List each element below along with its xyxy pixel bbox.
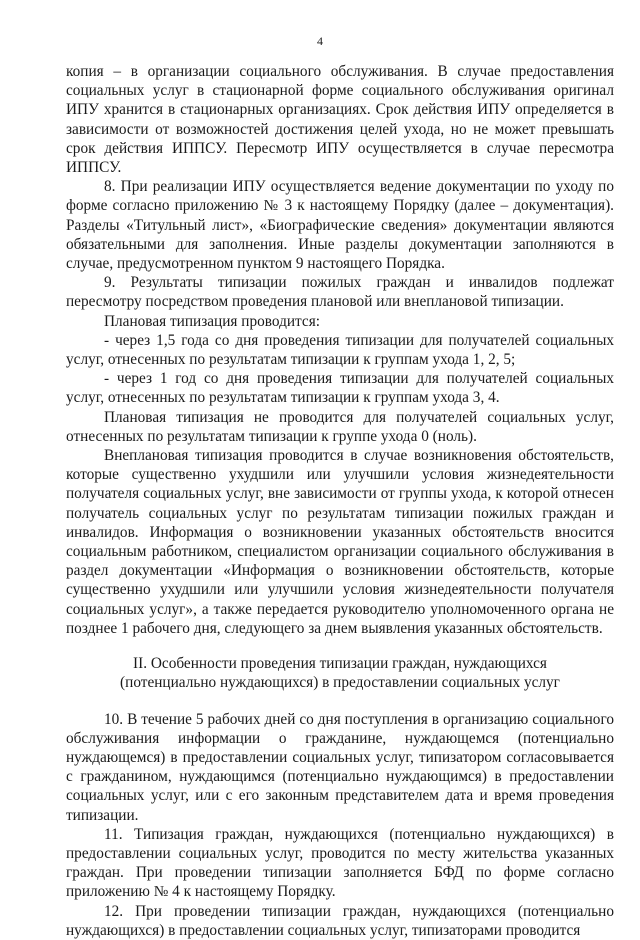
paragraph-9: 9. Результаты типизации пожилых граждан и инвалидов подлежат пересмотру посредством проведения плановой или внеплановой типизации.	[66, 274, 614, 311]
paragraph-planned-item-2: - через 1 год со дня проведения типизации для получателей социальных услуг, отнесенных по результатам типизации к группам ухода 3, 4.	[66, 370, 614, 407]
document-body	[66, 62, 614, 940]
section-heading-line-1: II. Особенности проведения типизации граждан, нуждающихся	[133, 655, 547, 673]
paragraph-10: 10. В течение 5 рабочих дней со дня поступления в организацию социального обслуживания информации о гражданине, нуждающемся (потенциально нуждающемся) в предоставлении социальных услуг, типизатором согласовывается с гражданином, нуждающимся (потенциально нуждающимся) в предоставлении социальных услуг, или с его законным представителем дата и время проведения типизации.	[66, 710, 614, 824]
paragraph-unplanned: Внеплановая типизация проводится в случае возникновения обстоятельств, которые существенно ухудшили или улучшили условия жизнедеятельности получателя социальных услуг, вне зависимости от группы ухода, к которой отнесен получатель социальных услуг по результатам типизации пожилых граждан и инвалидов. Информация о возникновении указанных обстоятельств вносится социальным работником, специалистом организации социального обслуживания в раздел документации «Информация о возникновении обстоятельств, которые существенно ухудшили или улучшили условия жизнедеятельности получателя социальных услуг», а также передается руководителю уполномоченного органа не позднее 1 рабочего дня, следующего за днем выявления указанных обстоятельств.	[66, 447, 614, 637]
paragraph-8: 8. При реализации ИПУ осуществляется ведение документации по уходу по форме согласно приложению № 3 к настоящему Порядку (далее – документация). Разделы «Титульный лист», «Биографические сведения» документации являются обязательными для заполнения. Иные разделы документации заполняются в случае, предусмотренном пунктом 9 настоящего Порядка.	[66, 178, 614, 273]
paragraph-12: 12. При проведении типизации граждан, нуждающихся (потенциально нуждающихся) в предоставлении социальных услуг, типизаторами проводится	[66, 902, 614, 939]
paragraph-planned-exception: Плановая типизация не проводится для получателей социальных услуг, отнесенных по результатам типизации к группе ухода 0 (ноль).	[66, 408, 614, 445]
section-heading-line-2: (потенциально нуждающихся) в предоставлении социальных услуг	[120, 674, 560, 692]
paragraph-planned-item-1: - через 1,5 года со дня проведения типизации для получателей социальных услуг, отнесенных по результатам типизации к группам ухода 1, 2, 5;	[66, 331, 614, 369]
paragraph-planned-intro: Плановая типизация проводится:	[104, 312, 321, 330]
section-heading	[66, 654, 614, 692]
page-number: 4	[317, 34, 323, 48]
paragraph-11: 11. Типизация граждан, нуждающихся (потенциально нуждающихся) в предоставлении социальных услуг, проводится по месту жительства указанных граждан. При проведении типизации заполняется БФД по форме согласно приложению № 4 к настоящему Порядку.	[66, 825, 614, 901]
paragraph-ipu-storage: копия – в организации социального обслуживания. В случае предоставления социальных услуг в стационарной форме социального обслуживания оригинал ИПУ хранится в стационарных организациях. Срок действия ИПУ определяется в зависимости от возможностей достижения целей ухода, но не может превышать срок действия ИППСУ. Пересмотр ИПУ осуществляется в случае пересмотра ИППСУ.	[66, 63, 614, 177]
